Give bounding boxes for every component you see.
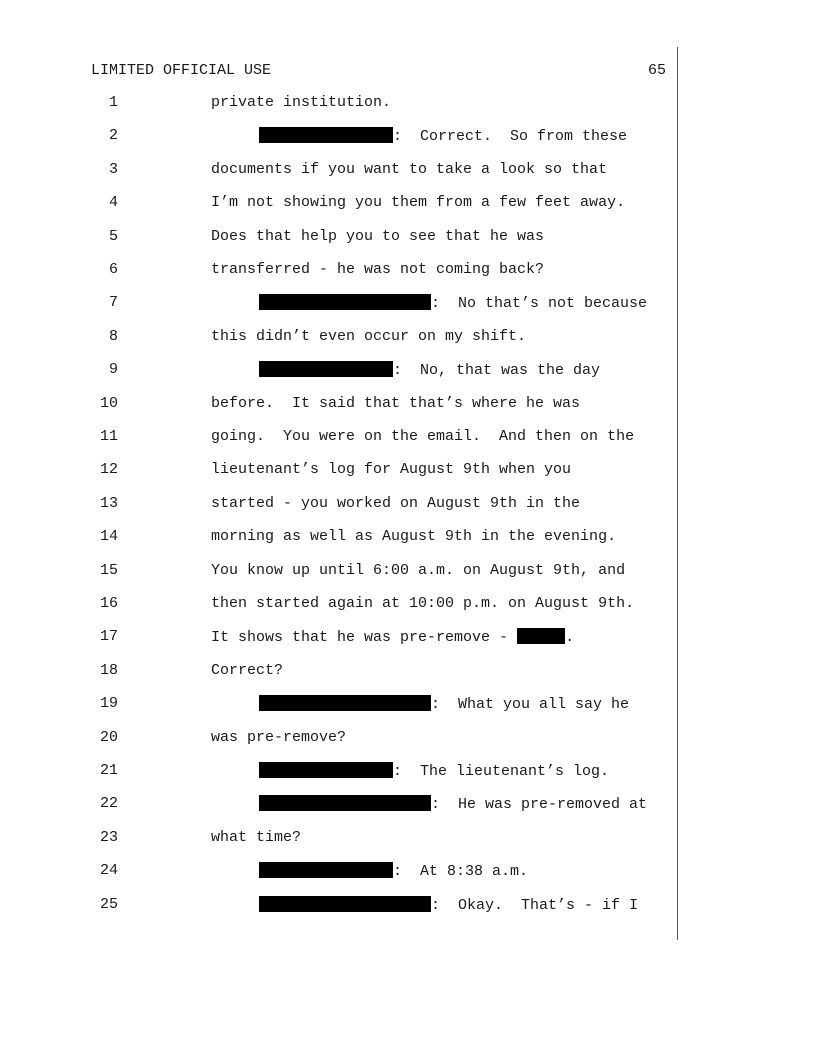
line-text-segment: was pre-remove? <box>211 728 347 746</box>
redaction-box <box>517 628 565 644</box>
line-number: 2 <box>108 127 118 145</box>
line-number: 3 <box>108 160 118 178</box>
line-number: 25 <box>99 895 118 913</box>
transcript-line <box>0 562 816 584</box>
transcript-line <box>0 528 816 550</box>
line-text-segment: private institution. <box>211 94 392 111</box>
line-number: 20 <box>99 728 118 746</box>
line-text-segment: : What you all say he <box>431 696 630 714</box>
transcript-line <box>0 94 816 116</box>
line-text-segment: Correct? <box>211 661 284 679</box>
line-text-segment: this didn’t even occur on my shift. <box>211 327 527 345</box>
line-text-segment: : No that’s not because <box>431 295 648 313</box>
line-number: 8 <box>108 327 118 345</box>
line-text-segment: . <box>565 629 575 647</box>
line-text <box>211 428 634 445</box>
line-text-segment: : He was pre-removed at <box>431 796 648 814</box>
line-text <box>259 127 627 145</box>
line-text <box>259 762 609 780</box>
transcript-line <box>0 896 816 918</box>
line-text <box>211 328 526 345</box>
line-text-segment: what time? <box>211 828 302 846</box>
redaction-box <box>259 361 393 377</box>
line-number: 11 <box>99 428 118 445</box>
line-text-segment: : No, that was the day <box>393 362 601 380</box>
line-number: 12 <box>99 461 118 479</box>
line-text-segment: : At 8:38 a.m. <box>393 863 529 881</box>
line-number: 18 <box>99 661 118 679</box>
line-number: 15 <box>99 561 118 579</box>
transcript-line <box>0 361 816 383</box>
line-text-segment: documents if you want to take a look so that <box>211 160 608 178</box>
line-text <box>211 261 544 278</box>
line-number: 9 <box>108 361 118 379</box>
line-text-segment: lieutenant’s log for August 9th when you <box>211 461 572 479</box>
line-text <box>211 662 283 679</box>
line-text <box>211 461 571 478</box>
redaction-box <box>259 862 393 878</box>
line-number: 23 <box>99 828 118 846</box>
line-number: 10 <box>99 394 118 412</box>
line-text-segment: started - you worked on August 9th in the <box>211 494 581 512</box>
line-text <box>211 528 616 545</box>
transcript-line <box>0 294 816 316</box>
line-text <box>259 896 638 914</box>
line-text <box>211 395 580 412</box>
line-number: 17 <box>99 628 118 646</box>
transcript-line <box>0 628 816 650</box>
line-number: 6 <box>108 261 118 278</box>
line-number: 7 <box>108 294 118 312</box>
transcript-line <box>0 829 816 851</box>
transcript-line <box>0 428 816 450</box>
transcript-line <box>0 161 816 183</box>
transcript-line <box>0 395 816 417</box>
line-text <box>211 161 607 178</box>
transcript-line <box>0 762 816 784</box>
transcript-line <box>0 695 816 717</box>
redaction-box <box>259 896 431 912</box>
transcript-line <box>0 662 816 684</box>
redaction-box <box>259 127 393 143</box>
line-text-segment: : Okay. That’s - if I <box>431 896 639 914</box>
line-text <box>259 795 647 813</box>
line-text-segment: morning as well as August 9th in the evening. <box>211 528 617 546</box>
line-text <box>259 862 528 880</box>
line-number: 16 <box>99 595 118 612</box>
line-text <box>211 94 391 111</box>
line-text-segment: Does that help you to see that he was <box>211 227 545 245</box>
line-number: 1 <box>108 94 118 111</box>
line-number: 5 <box>108 227 118 245</box>
line-text-segment: before. It said that that’s where he was <box>211 394 581 412</box>
transcript-line <box>0 729 816 751</box>
line-text <box>211 562 625 579</box>
line-text-segment: then started again at 10:00 p.m. on August 9th. <box>211 595 635 612</box>
line-text <box>259 695 629 713</box>
line-text-segment: : The lieutenant’s log. <box>393 763 610 780</box>
transcript-line <box>0 862 816 884</box>
transcript-line <box>0 795 816 817</box>
transcript-line <box>0 194 816 216</box>
line-text <box>211 228 544 245</box>
line-number: 24 <box>99 862 118 880</box>
line-number: 14 <box>99 528 118 546</box>
line-text-segment: You know up until 6:00 a.m. on August 9th, and <box>211 561 626 579</box>
line-number: 22 <box>99 795 118 813</box>
transcript-line <box>0 595 816 617</box>
line-text <box>211 194 625 211</box>
line-number: 4 <box>108 194 118 212</box>
redaction-box <box>259 695 431 711</box>
line-text <box>259 294 647 312</box>
line-text <box>259 361 600 379</box>
transcript-line <box>0 127 816 149</box>
line-text-segment: : Correct. So from these <box>393 128 628 146</box>
transcript-line <box>0 261 816 283</box>
line-text <box>211 495 580 512</box>
classification-header: LIMITED OFFICIAL USE <box>91 62 272 79</box>
line-text <box>211 595 634 612</box>
line-text-segment: going. You were on the email. And then on the <box>211 428 635 445</box>
line-number: 19 <box>99 695 118 713</box>
redaction-box <box>259 762 393 778</box>
line-text-segment: It shows that he was pre-remove - <box>211 629 518 647</box>
line-text <box>211 628 574 646</box>
transcript-line <box>0 328 816 350</box>
page-number: 65 <box>648 62 667 79</box>
transcript-line <box>0 228 816 250</box>
line-text-segment: transferred - he was not coming back? <box>211 261 545 278</box>
line-text-segment: I’m not showing you them from a few feet away. <box>211 194 626 212</box>
redaction-box <box>259 294 431 310</box>
line-number: 21 <box>99 762 118 779</box>
transcript-line <box>0 461 816 483</box>
transcript-line <box>0 495 816 517</box>
line-text <box>211 729 346 746</box>
line-number: 13 <box>99 494 118 512</box>
line-text <box>211 829 301 846</box>
redaction-box <box>259 795 431 811</box>
